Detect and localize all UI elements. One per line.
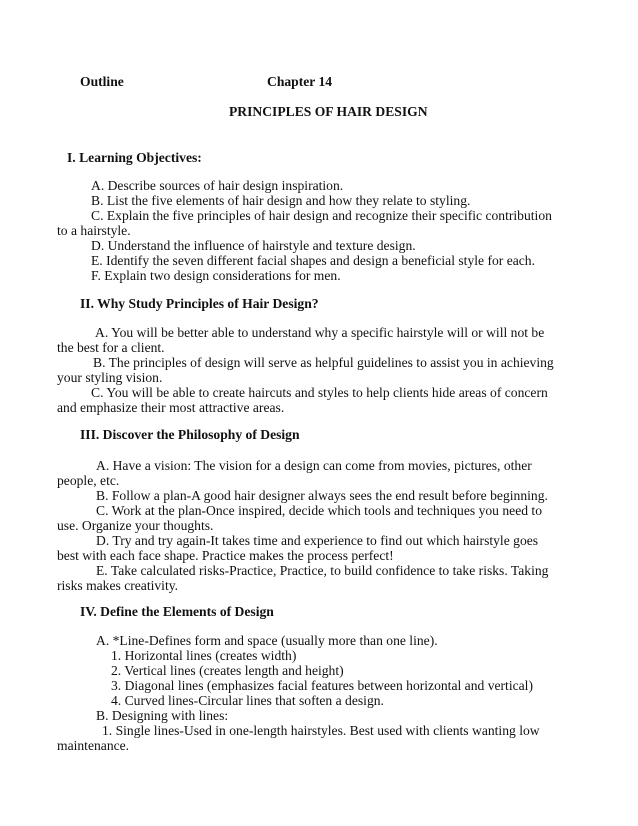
objective-line: to a hairstyle. bbox=[57, 223, 131, 238]
objective-line: A. Describe sources of hair design inspiration. bbox=[91, 178, 344, 193]
paragraph-line: A. *Line-Defines form and space (usually more than one line). bbox=[96, 633, 438, 648]
paragraph-line: B. Follow a plan-A good hair designer always sees the end result before beginning. bbox=[96, 488, 548, 503]
paragraph-line: E. Take calculated risks-Practice, Practice, to build confidence to take risks. Taking bbox=[96, 563, 549, 578]
section-heading-philosophy: III. Discover the Philosophy of Design bbox=[80, 427, 300, 442]
objective-line: F. Explain two design considerations for men. bbox=[91, 268, 341, 283]
paragraph-line: risks makes creativity. bbox=[57, 578, 179, 593]
paragraph-line: C. You will be able to create haircuts and styles to help clients hide areas of concern bbox=[91, 385, 548, 400]
chapter-label: Chapter 14 bbox=[267, 74, 333, 89]
outline-label: Outline bbox=[80, 74, 124, 89]
paragraph-line: use. Organize your thoughts. bbox=[57, 518, 214, 533]
paragraph-line: the best for a client. bbox=[57, 340, 165, 355]
paragraph-line: D. Try and try again-It takes time and experience to find out which hairstyle goes bbox=[96, 533, 539, 548]
list-item: 2. Vertical lines (creates length and height) bbox=[111, 663, 344, 678]
paragraph-line: best with each face shape. Practice makes the process perfect! bbox=[57, 548, 394, 563]
paragraph-line: people, etc. bbox=[57, 473, 120, 488]
paragraph-line: and emphasize their most attractive areas. bbox=[57, 400, 285, 415]
objective-line: E. Identify the seven different facial shapes and design a beneficial style for each. bbox=[91, 253, 536, 268]
paragraph-line: B. Designing with lines: bbox=[96, 708, 229, 723]
paragraph-line: maintenance. bbox=[57, 738, 130, 753]
page-title: PRINCIPLES OF HAIR DESIGN bbox=[229, 104, 428, 119]
objective-line: C. Explain the five principles of hair design and recognize their specific contribution bbox=[91, 208, 552, 223]
paragraph-line: your styling vision. bbox=[57, 370, 163, 385]
paragraph-line: A. Have a vision: The vision for a design can come from movies, pictures, other bbox=[96, 458, 532, 473]
section-heading-why-study: II. Why Study Principles of Hair Design? bbox=[80, 296, 319, 311]
section-heading-learning-objectives: I. Learning Objectives: bbox=[67, 150, 202, 165]
list-item: 1. Horizontal lines (creates width) bbox=[111, 648, 297, 663]
paragraph-line: A. You will be better able to understand why a specific hairstyle will or will not be bbox=[95, 325, 545, 340]
section-heading-elements: IV. Define the Elements of Design bbox=[80, 604, 274, 619]
list-item: 1. Single lines-Used in one-length hairstyles. Best used with clients wanting low bbox=[102, 723, 540, 738]
list-item: 3. Diagonal lines (emphasizes facial features between horizontal and vertical) bbox=[111, 678, 533, 693]
paragraph-line: C. Work at the plan-Once inspired, decide which tools and techniques you need to bbox=[96, 503, 542, 518]
paragraph-line: B. The principles of design will serve as helpful guidelines to assist you in achieving bbox=[93, 355, 554, 370]
list-item: 4. Curved lines-Circular lines that soften a design. bbox=[111, 693, 384, 708]
objective-line: B. List the five elements of hair design and how they relate to styling. bbox=[91, 193, 471, 208]
objective-line: D. Understand the influence of hairstyle and texture design. bbox=[91, 238, 416, 253]
